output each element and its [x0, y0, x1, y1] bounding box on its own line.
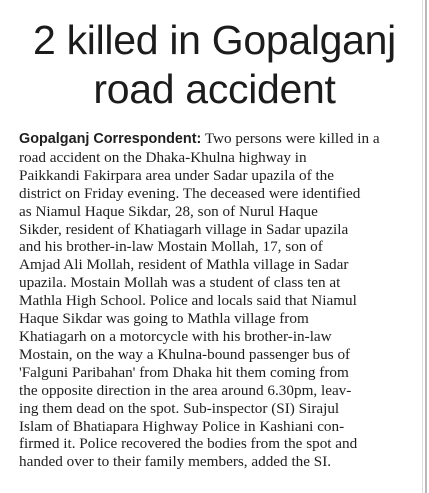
body-line-text: Two persons were killed in a [201, 130, 380, 147]
body-line: Haque Sikdar was going to Mathla village from [19, 310, 309, 328]
body-line: Amjad Ali Mollah, resident of Mathla village in Sadar [19, 256, 349, 274]
byline: Gopalganj Correspondent: [19, 131, 202, 147]
body-line: Mostain, on the way a Khulna-bound passenger bus of [19, 345, 351, 363]
body-line: road accident on the Dhaka-Khulna highway in [19, 148, 307, 166]
body-line: Islam of Bhatiapara Highway Police in Kashiani con- [19, 417, 345, 435]
headline-line: 2 killed in Gopalganj [33, 17, 396, 63]
headline-line: road accident [93, 66, 336, 112]
body-line: the opposite direction in the area around 6.30pm, leav- [19, 381, 352, 399]
body-line: firmed it. Police recovered the bodies from the spot and [19, 435, 358, 453]
body-line: Paikkandi Fakirpara area under Sadar upazila of the [19, 166, 335, 184]
body-line [19, 130, 419, 149]
body-line: and his brother-in-law Mostain Mollah, 17, son of [19, 238, 323, 256]
article-body [19, 130, 419, 471]
body-line: Khatiagarh on a motorcycle with his brother-in-law [19, 327, 332, 345]
body-line: handed over to their family members, added the SI. [19, 453, 332, 471]
body-line: 'Falguni Paribahan' from Dhaka hit them coming from [19, 363, 349, 381]
body-line: as Niamul Haque Sikdar, 28, son of Nurul Haque [19, 202, 318, 220]
body-line: Sikder, resident of Khatiagarh village in Sadar upazila [19, 220, 349, 238]
body-line: district on Friday evening. The deceased were identified [19, 184, 361, 202]
body-line: ing them dead on the spot. Sub-inspector (SI) Sirajul [19, 399, 340, 417]
headline [0, 16, 429, 114]
body-line: upazila. Mostain Mollah was a student of class ten at [19, 274, 341, 292]
body-line: Mathla High School. Police and locals said that Niamul [19, 292, 357, 310]
